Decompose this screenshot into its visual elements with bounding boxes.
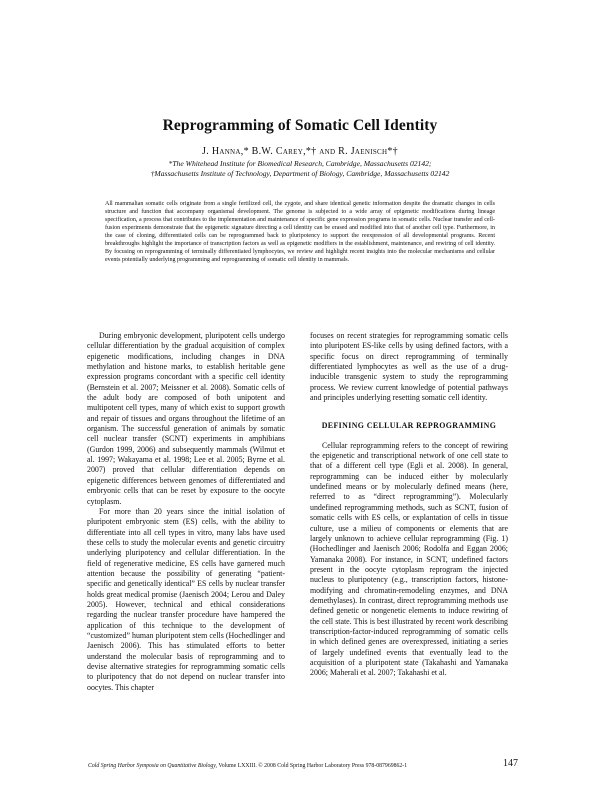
affiliation-whitehead: *The Whitehead Institute for Biomedical Research, Cambridge, Massachusetts 02142; [168, 159, 432, 168]
journal-name: Cold Spring Harbor Symposia on Quantitative Biology, [88, 763, 217, 769]
footer-citation [88, 763, 407, 769]
paper-title: Reprogramming of Somatic Cell Identity [162, 117, 438, 134]
section-heading: DEFINING CELLULAR REPROGRAMMING [321, 421, 497, 431]
abstract: All mammalian somatic cells originate from a single fertilized cell, the zygote, and share identical genetic information despite the dramatic changes in cells structure and function that accompany organismal development. The genome is subjected to a wide array of epigenetic modifications during lineage specification, a process that contributes to the implementation and maintenance of specific gene expression programs in somatic cells. Nuclear transfer and cell-fusion experiments demonstrate that the epigenetic signature directing a cell identity can be erased and modified into that of another cell type. Furthermore, in the case of cloning, differentiated cells can be reprogrammed back to pluripotency to support the reexpression of all developmental programs. Recent breakthroughs highlight the importance of transcription factors as well as epigenetic modifiers in the establishment, maintenance, and rewiring of cell identity. By focusing on reprogramming of terminally differentiated lymphocytes, we review and highlight recent insights into the molecular mechanisms and cellular events potentially underlying programming and reprogramming of somatic cell identity in mammals. [105, 201, 495, 264]
body-paragraph: Cellular reprogramming refers to the concept of rewiring the epigenetic and transcriptional network of one cell state to that of a different cell type (Egli et al. 2008). In general, reprogramming can be induced either by molecularly undefined means or by molecularly defined means (here, referred to as “direct reprogramming”). Molecularly undefined reprogramming methods, such as SCNT, fusion of somatic cells with ES cells, or explantation of cells in tissue culture, use a milieu of components or elements that are largely unknown to achieve cellular reprogramming (Fig. 1) (Hochedlinger and Jaenisch 2006; Rodolfa and Eggan 2006; Yamanaka 2008). For instance, in SCNT, undefined factors present in the oocyte cytoplasm reprogram the injected nucleus to pluripotency (e.g., transcription factors, histone-modifying and chromatin-remodeling enzymes, and DNA demethylases). In contrast, direct reprogramming methods use defined genetic or nongenetic elements to induce rewiring of the cell state. This is best illustrated by recent work describing transcription-factor-induced reprogramming of somatic cells in which defined genes are overexpressed, initiating a series of largely undefined events that eventually lead to the acquisition of a pluripotent state (Takahashi and Yamanaka 2006; Maherali et al. 2007; Takahashi et al. [310, 440, 508, 678]
author-list: J. Hanna,* B.W. Carey,*† and R. Jaenisch*† [202, 146, 398, 157]
footer-details: Volume LXXIII. © 2008 Cold Spring Harbor Laboratory Press 978-087969862-1 [216, 763, 408, 769]
body-paragraph: focuses on recent strategies for reprogramming somatic cells into pluripotent ES-like cells by using defined factors, with a specific focus on direct reprogramming of terminally differentiated lymphocytes as well as the use of a drug-inducible transgenic system to study the reprogramming process. We review current knowledge of potential pathways and principles underlying resetting somatic cell identity. [310, 331, 508, 403]
affiliation-mit: †Massachusetts Institute of Technology, Department of Biology, Cambridge, Massachusetts 02142 [150, 169, 450, 178]
page-number: 147 [503, 758, 518, 769]
body-paragraph: During embryonic development, pluripotent cells undergo cellular differentiation by the gradual acquisition of complex epigenetic modifications, including changes in DNA methylation and histone marks, to establish heritable gene expression programs concordant with a specific cell identity (Bernstein et al. 2007; Meissner et al. 2008). Somatic cells of the adult body are composed of both unipotent and multipotent cell types, many of which exist to support growth and repair of tissues and organs throughout the lifetime of an organism. The successful generation of animals by somatic cell nuclear transfer (SCNT) experiments in amphibians (Gurdon 1999, 2006) and subsequently mammals (Wilmut et al. 1997; Wakayama et al. 1998; Lee et al. 2005; Byrne et al. 2007) proved that cellular differentiation depends on epigenetic differences between genomes of differentiated and embryonic cells that can be reset by exposure to the oocyte cytoplasm. [87, 331, 285, 506]
left-column [87, 331, 285, 693]
body-paragraph: For more than 20 years since the initial isolation of pluripotent embryonic stem (ES) cells, with the ability to differentiate into all cell types in vitro, many labs have used these cells to study the molecular events and genetic circuitry underlying pluripotency and cellular differentiation. In the field of regenerative medicine, ES cells have garnered much attention because the possibility of generating “patient-specific and genetically identical” ES cells by nuclear transfer holds great medical promise (Jaenisch 2004; Lerou and Daley 2005). However, technical and ethical considerations regarding the nuclear transfer procedure have hampered the application of this technique to the development of “customized” human pluripotent stem cells (Hochedlinger and Jaenisch 2006). This has stimulated efforts to better understand the molecular basis of reprogramming and to devise alternative strategies for reprogramming somatic cells to pluripotency that do not depend on nuclear transfer into oocytes. This chapter [87, 506, 285, 692]
right-column [310, 331, 508, 679]
page-footer [88, 758, 518, 774]
